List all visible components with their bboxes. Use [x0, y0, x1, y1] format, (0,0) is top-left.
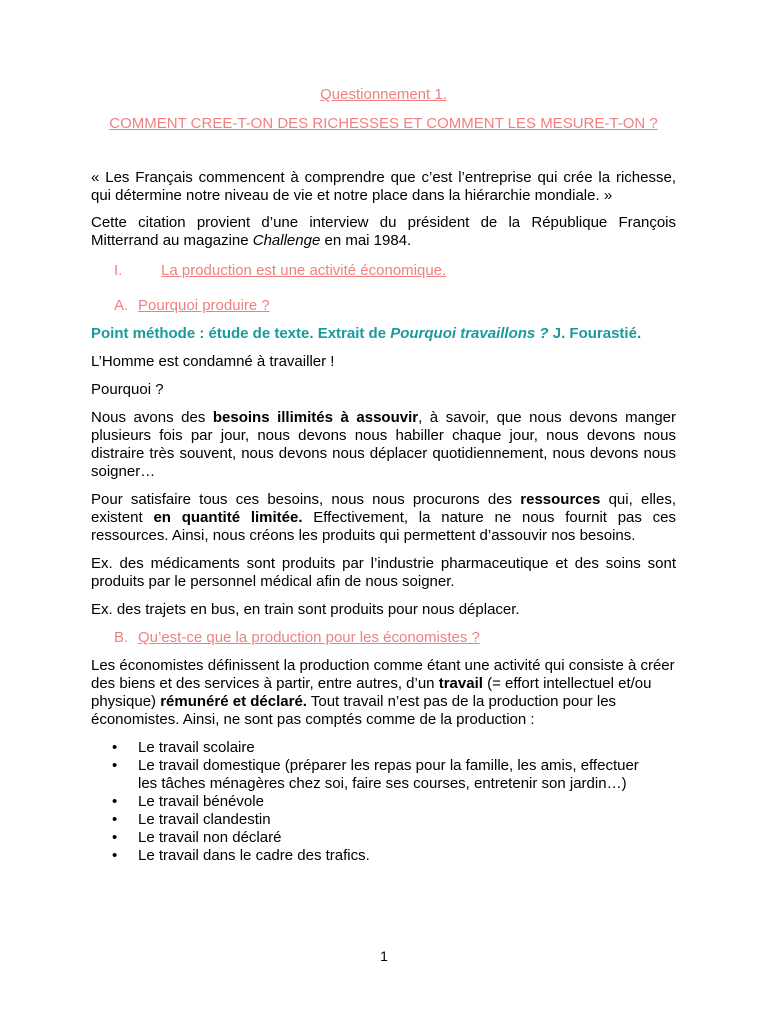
list-item — [91, 847, 659, 865]
list-item-text: Le travail non déclaré — [138, 829, 282, 846]
p4-bold-1: ressources — [520, 491, 601, 508]
bullet-icon: • — [112, 847, 118, 864]
p4-text-c: Effectivement, la nature ne nous fournit pas ces ressources. Ainsi, nous créons les produits qui permettent d’assouvir nos besoins. — [91, 509, 676, 544]
title-line-1: Questionnement 1. — [320, 86, 447, 103]
list-item — [91, 739, 659, 757]
p3-text-a: Nous avons des — [91, 409, 213, 426]
paragraph-1: L’Homme est condamné à travailler ! — [91, 353, 335, 370]
source-text-a: Cette citation provient d’une interview du président de la République François Mitterrand au magazine — [91, 214, 676, 249]
method-heading — [91, 325, 676, 343]
paragraph-3 — [91, 409, 676, 481]
source-paragraph — [91, 214, 676, 250]
p3-text-b: , à savoir, que nous devons manger plusieurs fois par jour, nous devons nous habiller chaque jour, nous devons nous distraire très souvent, nous devons nous déplacer quotidiennement, nous devons nous soigner… — [91, 409, 677, 480]
p3-bold: besoins illimités à assouvir — [212, 409, 419, 426]
paragraph-7 — [91, 657, 676, 729]
method-text-b: J. Fourastié. — [548, 325, 642, 342]
list-item-text: Le travail scolaire — [138, 739, 255, 756]
p7-bold-1: travail — [438, 675, 483, 692]
p4-bold-2: en quantité limitée. — [153, 509, 303, 526]
section-I-number: I. — [114, 262, 123, 279]
page-number: 1 — [380, 948, 388, 964]
bullet-icon: • — [112, 811, 118, 828]
list-item-text: Le travail domestique (préparer les repas pour la famille, les amis, effectuer les tâches ménagères chez soi, faire ses courses, entretenir son jardin…) — [138, 757, 639, 792]
paragraph-4 — [91, 491, 676, 545]
section-I-heading — [114, 262, 446, 279]
list-item-text: Le travail clandestin — [138, 811, 271, 828]
section-B-heading — [114, 629, 480, 646]
list-item — [91, 811, 659, 829]
method-book-title: Pourquoi travaillons ? — [390, 325, 549, 342]
p4-text-b: qui, elles, existent — [91, 491, 677, 526]
section-I-title: La production est une activité économique. — [161, 262, 447, 279]
p7-bold-2: rémunéré et déclaré. — [160, 693, 307, 710]
section-A-heading — [114, 297, 270, 314]
section-A-number: A. — [114, 297, 129, 314]
list-item — [91, 757, 659, 793]
bullet-icon: • — [112, 793, 118, 810]
title-line-2: COMMENT CREE-T-ON DES RICHESSES ET COMMENT LES MESURE-T-ON ? — [109, 115, 658, 132]
source-text-b: en mai 1984. — [320, 232, 412, 249]
paragraph-5: Ex. des médicaments sont produits par l’industrie pharmaceutique et des soins sont produits par le personnel médical afin de nous soigner. — [91, 555, 676, 590]
list-item — [91, 793, 659, 811]
bullet-icon: • — [112, 829, 118, 846]
bullet-icon: • — [112, 757, 118, 774]
list-item — [91, 829, 659, 847]
quote-paragraph: « Les Français commencent à comprendre que c’est l’entreprise qui crée la richesse, qui détermine notre niveau de vie et notre place dans la hiérarchie mondiale. » — [91, 169, 676, 204]
p7-text-c: Tout travail n’est pas de la production pour les économistes. Ainsi, ne sont pas comptés comme de la production : — [91, 693, 617, 728]
section-B-title: Qu’est-ce que la production pour les économistes ? — [138, 629, 480, 646]
paragraph-2: Pourquoi ? — [91, 381, 164, 398]
p7-text-b: (= effort intellectuel et/ou physique) — [91, 675, 652, 710]
non-production-list — [91, 739, 659, 865]
bullet-icon: • — [112, 739, 118, 756]
list-item-text: Le travail bénévole — [138, 793, 264, 810]
paragraph-6: Ex. des trajets en bus, en train sont produits pour nous déplacer. — [91, 601, 520, 618]
list-item-text: Le travail dans le cadre des trafics. — [138, 847, 370, 864]
section-A-title: Pourquoi produire ? — [138, 297, 270, 314]
p4-text-a: Pour satisfaire tous ces besoins, nous nous procurons des — [91, 491, 521, 508]
section-B-number: B. — [114, 629, 129, 646]
p7-text-a: Les économistes définissent la production comme étant une activité qui consiste à créer des biens et des services à partir, entre autres, d’un — [91, 657, 675, 692]
method-text-a: Point méthode : étude de texte. Extrait de — [91, 325, 391, 342]
magazine-name: Challenge — [252, 232, 321, 249]
